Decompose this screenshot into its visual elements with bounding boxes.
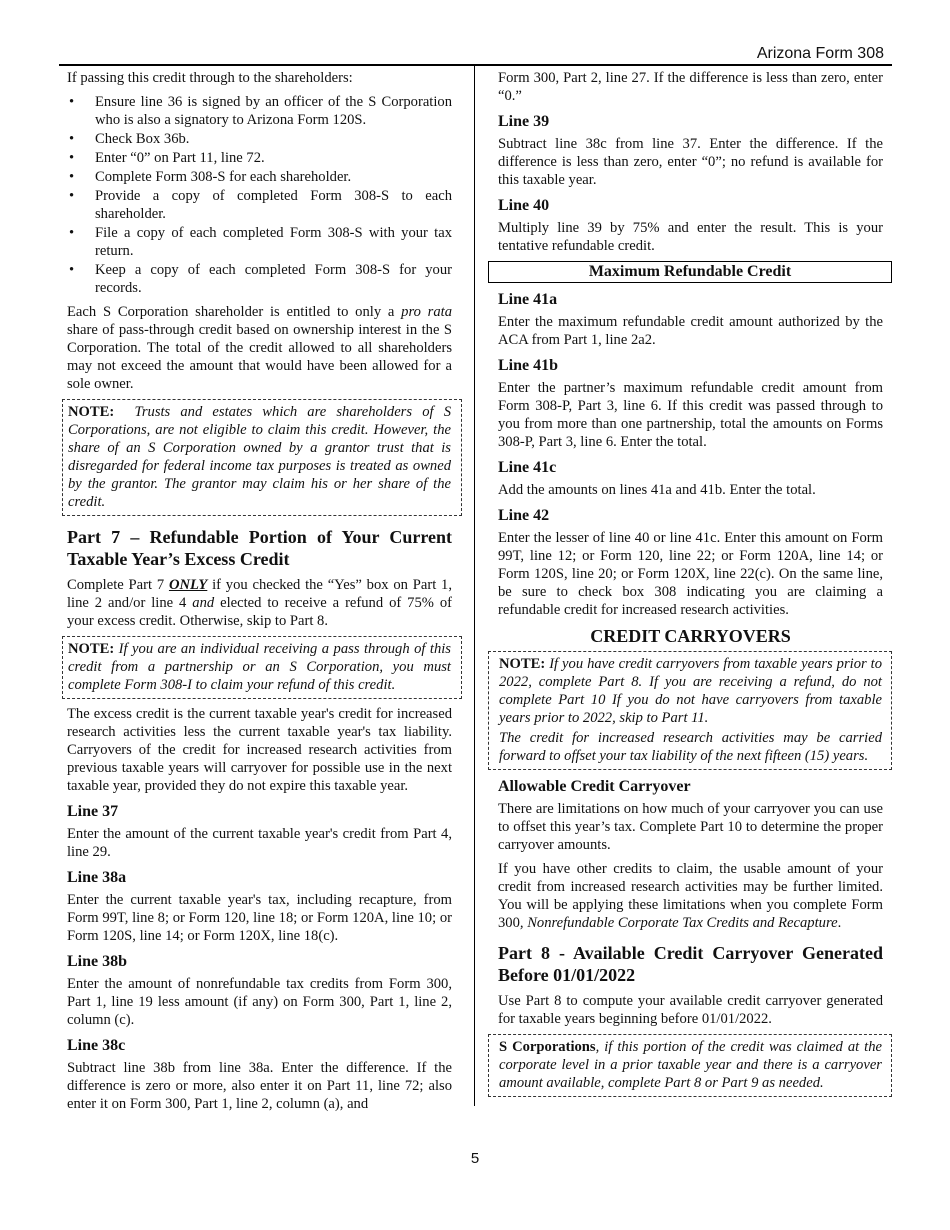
part7-heading: Part 7 – Refundable Portion of Your Current Taxable Year’s Excess Credit [67,527,452,569]
bullet-item: • Enter “0” on Part 11, line 72. [67,149,452,167]
left-column [67,69,452,1119]
allowable-carryover-text: There are limitations on how much of your carryover you can use to offset this year’s tax. Complete Part 10 to determine the proper carryover amounts. [498,801,883,853]
text-run: elected to receive a refund of 75% of your excess credit. Otherwise, skip to Part 8. [67,595,452,629]
note-label: NOTE: [68,641,115,657]
continued-text: Form 300, Part 2, line 27. If the difference is less than zero, enter “0.” [498,70,883,104]
text-run: Each S Corporation shareholder is entitled to only a [67,304,402,320]
note-body: , if this portion of the credit was claimed at the corporate level in a prior taxable year and there is a carryover amount available, complete Part 8 or Part 9 as needed. [499,1039,882,1091]
line41b-heading: Line 41b [498,357,559,374]
line38b-heading: Line 38b [67,953,128,970]
note-body-2: The credit for increased research activities may be carried forward to offset your tax liability of the next fifteen (15) years. [499,730,882,764]
passthrough-intro: If passing this credit through to the shareholders: [67,70,353,86]
note-body: If you have credit carryovers from taxable years prior to 2022, complete Part 8. If you are receiving a refund, do not complete Part 10 If you do not have carryovers from taxable years prior to 2022, skip to Part 11. [499,656,882,726]
trusts-note-box [62,399,462,516]
page-number: 5 [470,1150,480,1167]
note-text [499,655,882,727]
column-divider [474,66,475,1106]
note-label: NOTE: [68,404,115,420]
carryover-note-box [488,651,892,770]
pro-rata-paragraph [67,303,452,393]
line38c-heading: Line 38c [67,1037,126,1054]
line41c-text: Add the amounts on lines 41a and 41b. Enter the total. [498,482,816,498]
part8-intro: Use Part 8 to compute your available credit carryover generated for taxable years beginning before 01/01/2022. [498,993,883,1027]
passthrough-bullet-list [67,93,452,297]
line40-text: Multiply line 39 by 75% and enter the result. This is your tentative refundable credit. [498,220,883,254]
part7-intro [67,576,452,630]
bullet-item: • Keep a copy of each completed Form 308-S for your records. [67,261,452,297]
bullet-item: • Provide a copy of completed Form 308-S to each shareholder. [67,187,452,223]
text-run-italic: and [192,595,215,611]
excess-credit-paragraph: The excess credit is the current taxable year's credit for increased research activities less the current taxable year's tax liability. Carryovers of the credit for increased research activities from previous taxable years will carryover for possible use in the next taxable year, provided they do not expire this taxable year. [67,706,452,794]
line39-text: Subtract line 38c from line 37. Enter the difference. If the difference is less than zero, enter “0”; no refund is available for this taxable year. [498,136,883,188]
line41a-text: Enter the maximum refundable credit amount authorized by the ACA from Part 1, line 2a2. [498,314,883,348]
max-refundable-credit-heading: Maximum Refundable Credit [488,261,892,283]
line42-heading: Line 42 [498,507,550,524]
text-run: . [837,915,842,931]
line39-heading: Line 39 [498,113,550,130]
note-text [68,403,451,511]
credit-carryovers-heading: CREDIT CARRYOVERS [590,626,791,646]
individual-note-box [62,636,462,699]
note-label: NOTE: [499,656,546,672]
line41b-text: Enter the partner’s maximum refundable credit amount from Form 308-P, Part 3, line 6. If this credit was passed through to you from more than one partnership, total the amounts on Forms 308-P, Part 3, line 6. Enter the total. [498,380,883,450]
bullet-item: • Ensure line 36 is signed by an officer of the S Corporation who is also a signatory to Arizona Form 120S. [67,93,452,129]
form-title: Arizona Form 308 [756,45,884,62]
line38a-heading: Line 38a [67,869,127,886]
bullet-item: • Complete Form 308-S for each shareholder. [67,168,452,186]
line37-text: Enter the amount of the current taxable year's credit from Part 4, line 29. [67,826,452,860]
s-corporations-note-box [488,1034,892,1097]
text-run: if you checked the “Yes” box on Part 1, line 2 and/or line 4 [67,577,452,611]
allowable-carryover-heading: Allowable Credit Carryover [498,778,691,795]
line38a-text: Enter the current taxable year's tax, including recapture, from Form 99T, line 8; or Form 120, line 18; or Form 120A, line 10; or Form 120S, line 14; or Form 120X, line 18(c). [67,892,452,944]
text-run-italic: pro rata [401,304,452,320]
note-text [499,1038,882,1092]
part8-heading: Part 8 - Available Credit Carryover Generated Before 01/01/2022 [498,943,883,985]
right-column [498,69,883,1103]
note-body: Trusts and estates which are shareholders of S Corporations, are not eligible to claim this credit. However, the share of an S Corporation owned by a grantor trust that is disregarded for federal income tax purposes is treated as owned by the grantor. The grantor may claim his or her share of the credit. [68,404,451,510]
note-body: If you are an individual receiving a pass through of this credit from a partnership or an S Corporation, you must complete Form 308-I to claim your refund of this credit. [68,641,451,693]
header-rule [59,64,892,66]
text-run: If you have other credits to claim, the usable amount of your credit from increased research activities may be further limited. You will be applying these limitations when you complete Form 300 [498,861,883,931]
line41c-heading: Line 41c [498,459,557,476]
line37-heading: Line 37 [67,803,119,820]
bullet-item: • Check Box 36b. [67,130,452,148]
note-label: S Corporations [499,1039,596,1055]
text-run: share of pass-through credit based on ownership interest in the S Corporation. The total of the credit allowed to all shareholders may not exceed the amount that would have been allowed for a sole owner. [67,322,452,392]
other-credits-text [498,860,883,932]
text-run: Complete Part 7 [67,577,169,593]
note-text [68,640,451,694]
line41a-heading: Line 41a [498,291,558,308]
line40-heading: Line 40 [498,197,550,214]
bullet-item: • File a copy of each completed Form 308-S with your tax return. [67,224,452,260]
line38b-text: Enter the amount of nonrefundable tax credits from Form 300, Part 1, line 19 less amount (if any) on Form 300, Part 1, line 2, column (c). [67,976,452,1028]
line38c-text: Subtract line 38b from line 38a. Enter the difference. If the difference is zero or more, also enter it on Part 11, line 72; also enter it on Form 300, Part 1, line 2, column (a), and [67,1060,452,1112]
line42-text: Enter the lesser of line 40 or line 41c. Enter this amount on Form 99T, line 12; or Form 120, line 22; or Form 120A, line 14; or Form 120S, line 20; or Form 120X, line 22(c). On the same line, be sure to check box 308 indicating you are claiming a refundable credit for increased research activities. [498,530,883,618]
emphasis-only: ONLY [168,577,208,593]
text-run-italic: , Nonrefundable Corporate Tax Credits and Recapture [519,915,838,931]
